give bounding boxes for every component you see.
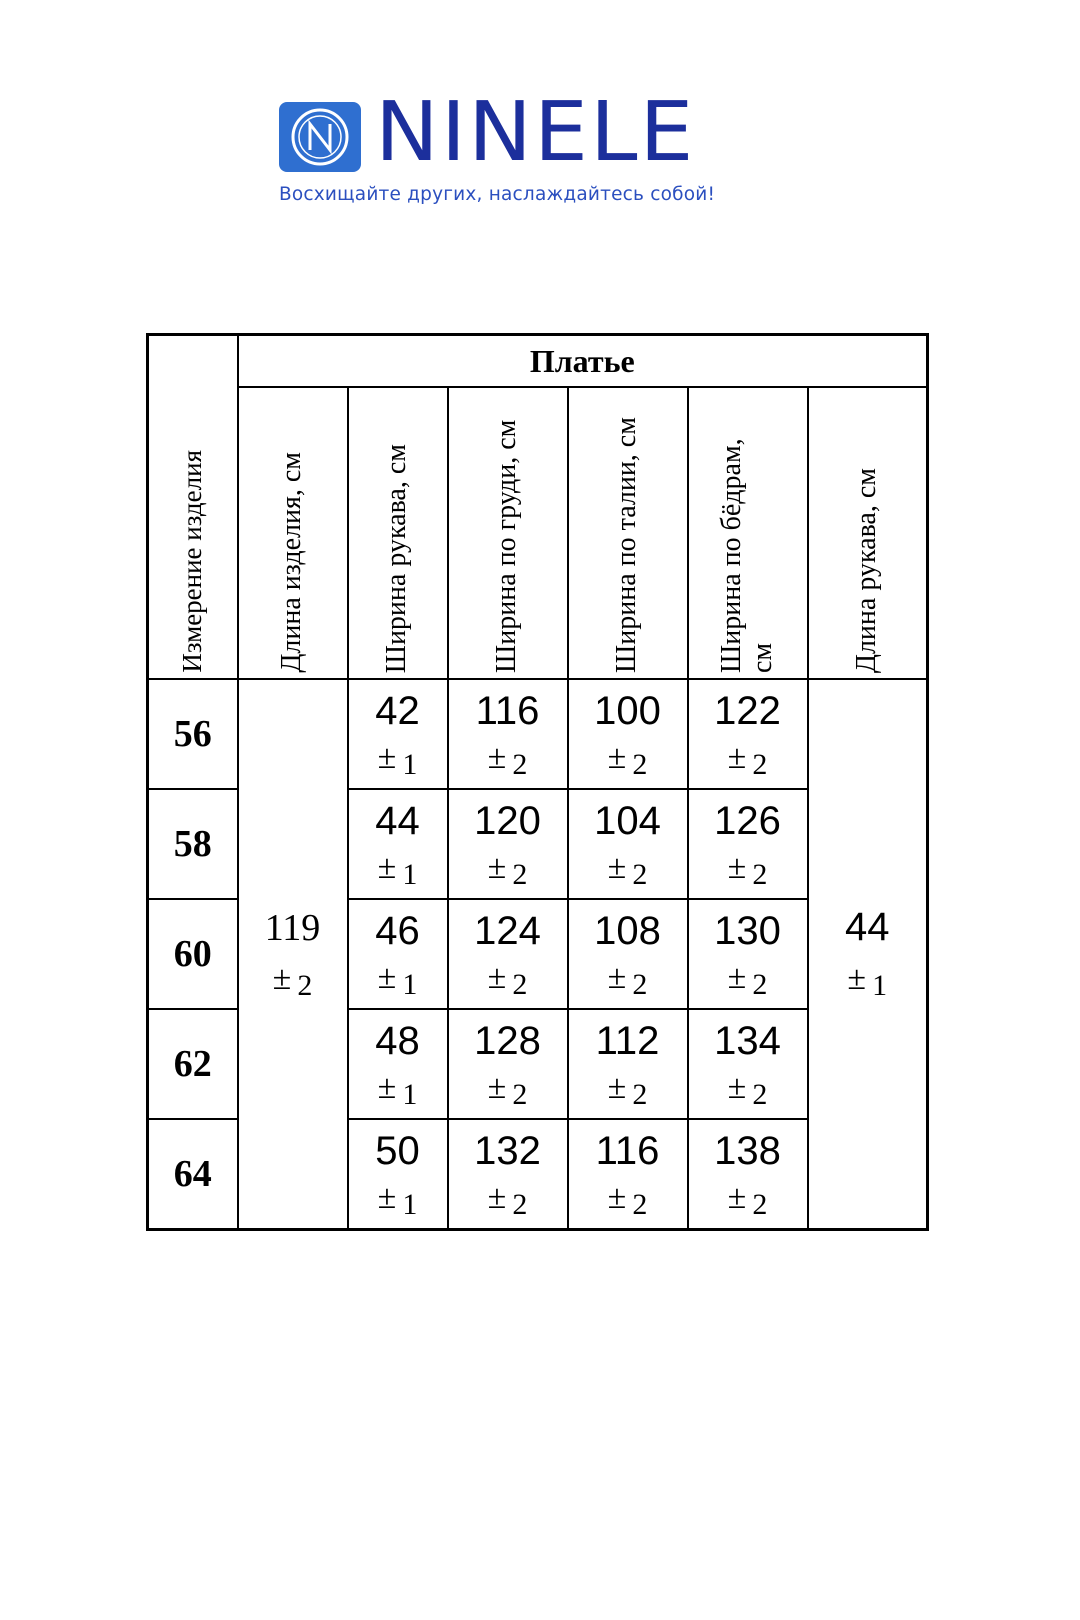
cell-tolerance: ± bbox=[607, 848, 627, 886]
sleeve-width-cell bbox=[348, 1119, 448, 1230]
cell-deviation: 2 bbox=[632, 1077, 648, 1111]
cell-tolerance: ± 2 bbox=[272, 959, 313, 1002]
cell-deviation: 2 bbox=[752, 967, 768, 1001]
cell-tolerance: ± bbox=[607, 1068, 627, 1106]
cell-tolerance bbox=[449, 1178, 567, 1221]
cell-tolerance bbox=[349, 1178, 447, 1221]
cell-value: 44 bbox=[375, 798, 420, 843]
cell-value: 116 bbox=[595, 1128, 660, 1173]
cell-tolerance: ± bbox=[377, 958, 397, 996]
waist-cell bbox=[568, 789, 688, 899]
column-header: Длина изделия, см bbox=[238, 387, 348, 679]
product-title: Платье bbox=[238, 335, 928, 388]
cell-tolerance bbox=[569, 1068, 687, 1111]
cell-value: 116 bbox=[475, 688, 540, 733]
column-header: Ширина по талии, см bbox=[568, 387, 688, 679]
cell-tolerance: ± bbox=[487, 958, 507, 996]
cell-deviation: 2 bbox=[632, 967, 648, 1001]
cell-tolerance: ± bbox=[377, 738, 397, 776]
sleeve-width-cell bbox=[348, 1009, 448, 1119]
chest-cell bbox=[448, 899, 568, 1009]
sleeve-width-cell bbox=[348, 789, 448, 899]
column-header: Ширина рукава, см bbox=[348, 387, 448, 679]
cell-deviation: 1 bbox=[402, 967, 418, 1001]
hips-cell bbox=[688, 679, 808, 789]
cell-deviation: 2 bbox=[512, 857, 528, 891]
cell-tolerance: ± bbox=[487, 1178, 507, 1216]
cell-deviation: 2 bbox=[752, 857, 768, 891]
waist-cell bbox=[568, 1119, 688, 1230]
cell-deviation: 1 bbox=[402, 857, 418, 891]
cell-value: 128 bbox=[474, 1018, 541, 1063]
cell-value: 104 bbox=[594, 798, 661, 843]
sleeve-length-cell: 44 ± 1 bbox=[808, 679, 928, 1230]
waist-cell bbox=[568, 899, 688, 1009]
cell-deviation: 2 bbox=[512, 967, 528, 1001]
cell-tolerance bbox=[349, 738, 447, 781]
cell-tolerance: ± bbox=[727, 1178, 747, 1216]
chest-cell bbox=[448, 1119, 568, 1230]
cell-tolerance bbox=[349, 1068, 447, 1111]
cell-value: 100 bbox=[594, 688, 661, 733]
size-table bbox=[146, 333, 929, 1231]
hips-cell bbox=[688, 1009, 808, 1119]
cell-deviation: 2 bbox=[632, 857, 648, 891]
cell-value: 46 bbox=[375, 908, 420, 953]
cell-tolerance: ± bbox=[727, 1068, 747, 1106]
size-cell: 64 bbox=[148, 1119, 238, 1230]
length-cell: 119 ± 2 bbox=[238, 679, 348, 1230]
cell-value: 112 bbox=[595, 1018, 660, 1063]
cell-tolerance: ± bbox=[487, 848, 507, 886]
cell-tolerance bbox=[569, 958, 687, 1001]
cell-tolerance bbox=[569, 738, 687, 781]
cell-tolerance bbox=[449, 848, 567, 891]
row-header: Измерение изделия bbox=[176, 450, 207, 673]
cell-tolerance bbox=[569, 1178, 687, 1221]
cell-value: 122 bbox=[714, 688, 781, 733]
sleeve-width-cell bbox=[348, 899, 448, 1009]
size-cell: 56 bbox=[148, 679, 238, 789]
cell-deviation: 2 bbox=[752, 747, 768, 781]
cell-tolerance bbox=[449, 958, 567, 1001]
cell-tolerance bbox=[689, 958, 807, 1001]
cell-value: 108 bbox=[594, 908, 661, 953]
chest-cell bbox=[448, 1009, 568, 1119]
brand-tagline: Восхищайте других, наслаждайтесь собой! bbox=[279, 184, 716, 205]
cell-value: 134 bbox=[714, 1018, 781, 1063]
cell-value: 124 bbox=[474, 908, 541, 953]
cell-deviation: 2 bbox=[632, 1187, 648, 1221]
cell-value: 50 bbox=[375, 1128, 420, 1173]
waist-cell bbox=[568, 1009, 688, 1119]
sleeve-width-cell bbox=[348, 679, 448, 789]
cell-value: 138 bbox=[714, 1128, 781, 1173]
cell-tolerance: ± bbox=[487, 1068, 507, 1106]
cell-deviation: 2 bbox=[752, 1187, 768, 1221]
table-row bbox=[148, 679, 928, 789]
cell-deviation: 1 bbox=[402, 1077, 418, 1111]
cell-tolerance: ± bbox=[607, 1178, 627, 1216]
cell-deviation: 1 bbox=[402, 747, 418, 781]
cell-deviation: 2 bbox=[512, 1187, 528, 1221]
cell-deviation: 2 bbox=[752, 1077, 768, 1111]
cell-tolerance: ± bbox=[377, 1068, 397, 1106]
cell-deviation: 2 bbox=[512, 1077, 528, 1111]
column-header: Ширина по бёдрам, см bbox=[688, 387, 808, 679]
ninele-logo-icon bbox=[279, 102, 361, 172]
column-header: Ширина по груди, см bbox=[448, 387, 568, 679]
cell-tolerance: ± bbox=[727, 738, 747, 776]
cell-tolerance: ± bbox=[377, 848, 397, 886]
size-cell: 60 bbox=[148, 899, 238, 1009]
cell-value: 126 bbox=[714, 798, 781, 843]
cell-tolerance bbox=[689, 1068, 807, 1111]
cell-tolerance bbox=[349, 848, 447, 891]
cell-tolerance bbox=[689, 848, 807, 891]
cell-tolerance: ± bbox=[607, 738, 627, 776]
cell-value: 132 bbox=[474, 1128, 541, 1173]
size-cell: 62 bbox=[148, 1009, 238, 1119]
waist-cell bbox=[568, 679, 688, 789]
chest-cell bbox=[448, 679, 568, 789]
hips-cell bbox=[688, 789, 808, 899]
cell-tolerance bbox=[349, 958, 447, 1001]
chest-cell bbox=[448, 789, 568, 899]
cell-tolerance: ± bbox=[607, 958, 627, 996]
size-cell: 58 bbox=[148, 789, 238, 899]
cell-tolerance: ± bbox=[727, 848, 747, 886]
cell-tolerance: ± bbox=[487, 738, 507, 776]
cell-tolerance bbox=[689, 1178, 807, 1221]
cell-tolerance bbox=[689, 738, 807, 781]
hips-cell bbox=[688, 899, 808, 1009]
brand-logo bbox=[279, 85, 799, 210]
cell-tolerance: ± bbox=[727, 958, 747, 996]
cell-tolerance bbox=[569, 848, 687, 891]
cell-deviation: 1 bbox=[402, 1187, 418, 1221]
column-header: Длина рукава, см bbox=[808, 387, 928, 679]
row-header-cell bbox=[148, 335, 238, 680]
cell-value: 130 bbox=[714, 908, 781, 953]
cell-deviation: 2 bbox=[512, 747, 528, 781]
cell-tolerance: ± bbox=[377, 1178, 397, 1216]
brand-name: NINELE bbox=[375, 85, 696, 180]
cell-deviation: 2 bbox=[632, 747, 648, 781]
cell-value: 120 bbox=[474, 798, 541, 843]
cell-value: 48 bbox=[375, 1018, 420, 1063]
hips-cell bbox=[688, 1119, 808, 1230]
cell-value: 42 bbox=[375, 688, 420, 733]
cell-tolerance bbox=[449, 1068, 567, 1111]
cell-tolerance: ± 1 bbox=[847, 960, 888, 1002]
cell-tolerance bbox=[449, 738, 567, 781]
